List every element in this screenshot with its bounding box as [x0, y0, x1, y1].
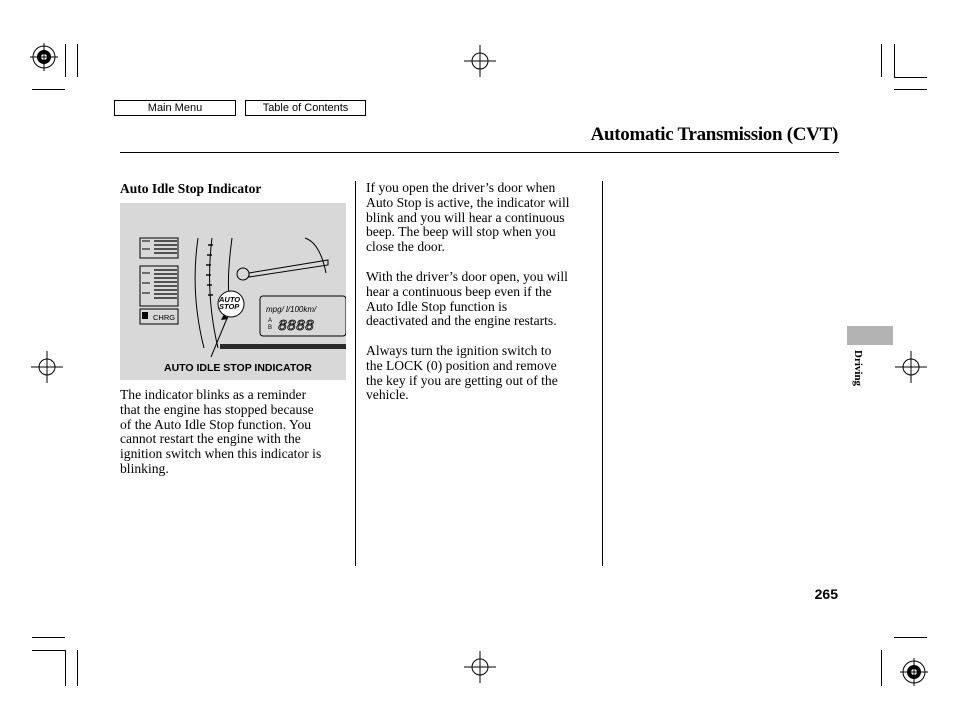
page-number: 265: [814, 586, 838, 602]
page-title: Automatic Transmission (CVT): [590, 124, 838, 145]
section-tab-label: Driving: [852, 350, 864, 387]
color-registration-icon: [30, 43, 928, 686]
middle-paragraph-3: Always turn the ignition switch to the LOCK (0) position and remove the key if you are getting out of the vehicle.: [366, 343, 558, 403]
left-paragraph: The indicator blinks as a reminder that the engine has stopped because of the Auto Idle Stop function. You cannot restart the engine with the ignition switch when this indicator is blinking.: [120, 387, 322, 476]
auto-indicator-text: AUTO: [219, 295, 241, 304]
stop-indicator-text: STOP: [219, 302, 240, 311]
odometer-digits: 8888: [278, 318, 315, 335]
figure-caption: AUTO IDLE STOP INDICATOR: [164, 362, 312, 374]
economy-unit-label: mpg/ l/100km/: [266, 305, 317, 314]
charge-label: CHRG: [153, 313, 176, 322]
registration-target-icon: [31, 45, 927, 683]
middle-paragraph-2: With the driver’s door open, you will hear a continuous beep even if the Auto Idle Stop function is deactivated and the engine restarts.: [366, 269, 568, 329]
trip-a-label: A: [268, 318, 273, 324]
trip-b-label: B: [268, 325, 273, 331]
section-heading: Auto Idle Stop Indicator: [120, 181, 262, 196]
main-menu-button[interactable]: Main Menu: [114, 100, 236, 116]
middle-paragraph-1: If you open the driver’s door when Auto Stop is active, the indicator will blink and you will hear a continuous beep. The beep will stop when you close the door.: [366, 180, 570, 255]
table-of-contents-button[interactable]: Table of Contents: [245, 100, 366, 116]
